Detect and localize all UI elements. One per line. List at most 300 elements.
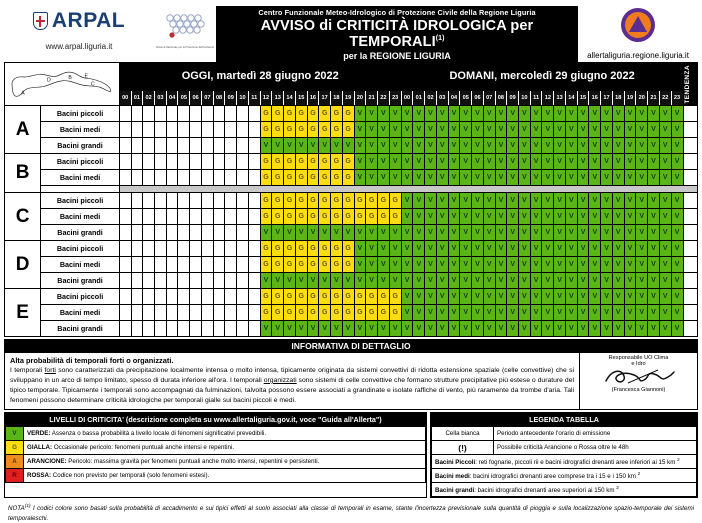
criticita-cell-C-today-13: G [272, 209, 284, 225]
criticita-cell-A-today-06 [190, 138, 202, 154]
criticita-cell-C-today-20: G [354, 209, 366, 225]
criticita-cell-A-tomorrow-00: V [401, 122, 413, 138]
criticita-cell-E-today-08 [213, 305, 225, 321]
hour-label-tomorrow-06: 06 [472, 90, 484, 105]
hour-label-today-07: 07 [201, 90, 213, 105]
criticita-cell-C-tomorrow-09: V [507, 225, 519, 241]
criticita-cell-E-today-15: G [295, 305, 307, 321]
criticita-cell-E-today-03 [155, 289, 167, 305]
criticita-cell-C-today-21: G [366, 209, 378, 225]
tendenza-cell-C-1 [683, 209, 697, 225]
criticita-cell-E-today-10 [237, 321, 249, 337]
criticita-cell-D-today-08 [213, 241, 225, 257]
legend-right-table [431, 426, 697, 497]
criticita-cell-A-tomorrow-23: V [671, 122, 683, 138]
legend-basin-sup: 2 [637, 471, 641, 477]
center-subtitle: Centro Funzionale Meteo-Idrologico di Protezione Civile della Regione Liguria [258, 8, 536, 17]
criticita-cell-A-tomorrow-00: V [401, 138, 413, 154]
criticita-cell-D-today-23: V [389, 241, 401, 257]
criticita-cell-D-today-12: V [260, 273, 272, 289]
criticita-cell-D-today-18: V [331, 273, 343, 289]
criticita-cell-E-today-07 [201, 289, 213, 305]
criticita-cell-E-tomorrow-19: V [624, 305, 636, 321]
criticita-cell-C-today-05 [178, 209, 190, 225]
criticita-cell-C-today-00 [119, 193, 131, 209]
allertaliguria-url[interactable]: allertaliguria.regione.liguria.it [587, 51, 689, 60]
criticita-cell-C-tomorrow-20: V [636, 225, 648, 241]
criticita-cell-D-today-20: V [354, 273, 366, 289]
criticita-cell-E-tomorrow-15: V [577, 289, 589, 305]
basin-label: Bacini piccoli [41, 154, 120, 170]
criticita-cell-B-tomorrow-02: V [425, 154, 437, 170]
basin-label: Bacini piccoli [41, 289, 120, 305]
criticita-cell-E-tomorrow-15: V [577, 321, 589, 337]
criticita-cell-E-today-09 [225, 289, 237, 305]
criticita-cell-A-tomorrow-23: V [671, 138, 683, 154]
tendenza-cell-A-2 [683, 138, 697, 154]
criticita-cell-D-tomorrow-20: V [636, 257, 648, 273]
legend-level-name: ROSSA: [27, 472, 52, 480]
criticita-cell-E-tomorrow-20: V [636, 321, 648, 337]
criticita-cell-D-tomorrow-03: V [436, 273, 448, 289]
criticita-cell-E-today-17: V [319, 321, 331, 337]
criticita-cell-C-tomorrow-03: V [436, 209, 448, 225]
criticita-cell-E-today-08 [213, 289, 225, 305]
nota-label: NOTA [8, 505, 25, 513]
criticita-cell-D-tomorrow-03: V [436, 241, 448, 257]
criticita-cell-C-tomorrow-01: V [413, 225, 425, 241]
criticita-cell-C-tomorrow-03: V [436, 225, 448, 241]
criticita-cell-D-tomorrow-15: V [577, 257, 589, 273]
criticita-cell-C-today-18: V [331, 225, 343, 241]
criticita-cell-D-tomorrow-02: V [425, 273, 437, 289]
criticita-cell-E-today-14: V [284, 321, 296, 337]
criticita-cell-E-tomorrow-20: V [636, 305, 648, 321]
criticita-cell-C-tomorrow-22: V [659, 209, 671, 225]
criticita-cell-A-tomorrow-08: V [495, 122, 507, 138]
criticita-cell-A-tomorrow-14: V [565, 106, 577, 122]
criticita-cell-C-today-03 [155, 225, 167, 241]
criticita-cell-C-tomorrow-08: V [495, 193, 507, 209]
tendenza-cell-E-2 [683, 321, 697, 337]
hour-label-today-01: 01 [131, 90, 143, 105]
criticita-cell-D-tomorrow-10: V [519, 273, 531, 289]
criticita-cell-E-tomorrow-07: V [483, 321, 495, 337]
criticita-cell-A-tomorrow-08: V [495, 138, 507, 154]
criticita-cell-C-tomorrow-06: V [472, 209, 484, 225]
criticita-cell-C-tomorrow-08: V [495, 209, 507, 225]
criticita-cell-C-today-22: G [377, 209, 389, 225]
criticita-cell-E-tomorrow-01: V [413, 289, 425, 305]
criticita-cell-D-today-19: G [342, 257, 354, 273]
hour-label-today-03: 03 [155, 90, 167, 105]
zone-map [5, 63, 120, 106]
criticita-cell-B-tomorrow-00: V [401, 170, 413, 186]
criticita-cell-E-tomorrow-08: V [495, 305, 507, 321]
criticita-cell-E-tomorrow-11: V [530, 321, 542, 337]
criticita-cell-E-tomorrow-03: V [436, 305, 448, 321]
legend-basin-name: Bacini grandi [435, 487, 475, 495]
criticita-cell-C-today-13: G [272, 193, 284, 209]
criticita-cell-C-today-04 [166, 209, 178, 225]
criticita-cell-D-tomorrow-20: V [636, 241, 648, 257]
criticita-cell-A-tomorrow-07: V [483, 138, 495, 154]
legend-basin-definition: Bacini grandi: bacini idrografici drenanti aree superiori ai 150 km $^2$ [432, 483, 697, 497]
criticita-cell-A-tomorrow-14: V [565, 122, 577, 138]
criticita-cell-A-tomorrow-01: V [413, 122, 425, 138]
criticita-cell-E-tomorrow-18: V [612, 305, 624, 321]
criticita-cell-B-tomorrow-03: V [436, 170, 448, 186]
criticita-cell-D-today-11 [248, 241, 260, 257]
criticita-cell-B-today-05 [178, 170, 190, 186]
criticita-cell-D-tomorrow-19: V [624, 241, 636, 257]
handwritten-signature-icon [602, 367, 676, 387]
criticita-cell-A-tomorrow-06: V [472, 122, 484, 138]
criticita-cell-D-today-14: V [284, 273, 296, 289]
criticita-cell-A-tomorrow-17: V [601, 138, 613, 154]
criticita-cell-B-today-23: V [389, 154, 401, 170]
liguria-shield-icon [33, 12, 48, 30]
criticita-cell-A-today-20: V [354, 138, 366, 154]
criticita-cell-D-today-19: V [342, 273, 354, 289]
criticita-cell-C-today-07 [201, 193, 213, 209]
criticita-cell-D-tomorrow-16: V [589, 273, 601, 289]
criticita-cell-E-tomorrow-10: V [519, 305, 531, 321]
criticita-cell-B-today-04 [166, 170, 178, 186]
criticita-cell-D-today-03 [155, 257, 167, 273]
criticita-cell-C-tomorrow-09: V [507, 209, 519, 225]
firma-role-line2: e Idro [631, 361, 646, 367]
tendenza-cell-B-0 [683, 154, 697, 170]
legend-table-key: (!) [432, 441, 494, 455]
criticita-cell-D-tomorrow-21: V [648, 241, 660, 257]
criticita-cell-E-today-14: G [284, 305, 296, 321]
criticita-cell-D-today-21: V [366, 273, 378, 289]
criticita-cell-B-today-20: V [354, 170, 366, 186]
criticita-cell-D-tomorrow-14: V [565, 273, 577, 289]
criticita-cell-C-tomorrow-17: V [601, 193, 613, 209]
criticita-cell-C-tomorrow-18: V [612, 209, 624, 225]
basin-label: Bacini grandi [41, 321, 120, 337]
criticita-cell-A-today-21: V [366, 106, 378, 122]
criticita-cell-A-today-00 [119, 106, 131, 122]
legend-description: GIALLA: Occasionale pericolo: fenomeni puntuali anche intensi e repentini. [24, 441, 426, 455]
criticita-cell-D-tomorrow-18: V [612, 257, 624, 273]
criticita-cell-B-today-15: G [295, 170, 307, 186]
criticita-cell-C-tomorrow-13: V [554, 225, 566, 241]
criticita-cell-B-tomorrow-08: V [495, 170, 507, 186]
criticita-cell-E-today-22: G [377, 289, 389, 305]
criticita-cell-E-tomorrow-19: V [624, 289, 636, 305]
criticita-cell-A-tomorrow-12: V [542, 106, 554, 122]
criticita-cell-A-today-18: V [331, 138, 343, 154]
criticita-cell-A-today-01 [131, 138, 143, 154]
criticita-cell-B-tomorrow-15: V [577, 170, 589, 186]
criticita-cell-A-today-00 [119, 122, 131, 138]
criticita-cell-B-today-17: G [319, 154, 331, 170]
criticita-cell-C-tomorrow-14: V [565, 225, 577, 241]
criticita-cell-A-tomorrow-22: V [659, 122, 671, 138]
criticita-cell-D-tomorrow-13: V [554, 257, 566, 273]
informativa-body [4, 353, 698, 410]
criticita-cell-E-today-02 [143, 305, 155, 321]
criticita-cell-D-today-23: V [389, 273, 401, 289]
table-row [5, 106, 698, 122]
criticita-cell-B-today-16: G [307, 154, 319, 170]
criticita-cell-B-tomorrow-23: V [671, 154, 683, 170]
criticita-cell-D-tomorrow-08: V [495, 241, 507, 257]
criticita-cell-C-today-05 [178, 225, 190, 241]
criticita-cell-B-today-06 [190, 154, 202, 170]
criticita-cell-B-today-10 [237, 170, 249, 186]
criticita-cell-C-tomorrow-21: V [648, 209, 660, 225]
criticita-cell-E-tomorrow-05: V [460, 305, 472, 321]
criticita-cell-E-today-02 [143, 289, 155, 305]
basin-label: Bacini piccoli [41, 106, 120, 122]
criticita-cell-C-today-15: G [295, 209, 307, 225]
title-banner [216, 6, 578, 64]
criticita-cell-C-tomorrow-07: V [483, 193, 495, 209]
criticita-cell-A-tomorrow-19: V [624, 122, 636, 138]
informativa-paragraph [10, 366, 574, 405]
criticita-cell-E-tomorrow-22: V [659, 289, 671, 305]
criticita-cell-B-tomorrow-09: V [507, 170, 519, 186]
snpa-dots-icon [163, 14, 207, 40]
criticita-cell-D-tomorrow-15: V [577, 273, 589, 289]
criticita-cell-D-tomorrow-03: V [436, 257, 448, 273]
criticita-cell-A-today-04 [166, 138, 178, 154]
criticita-cell-B-today-22: V [377, 154, 389, 170]
criticita-cell-D-today-10 [237, 257, 249, 273]
criticita-cell-D-today-14: G [284, 257, 296, 273]
criticita-cell-E-today-09 [225, 305, 237, 321]
criticita-cell-A-today-18: G [331, 106, 343, 122]
criticita-cell-B-today-03 [155, 154, 167, 170]
criticita-cell-A-today-06 [190, 122, 202, 138]
criticita-cell-E-today-12: V [260, 321, 272, 337]
criticita-cell-A-today-16: V [307, 138, 319, 154]
criticita-cell-E-tomorrow-17: V [601, 289, 613, 305]
criticita-cell-E-tomorrow-21: V [648, 305, 660, 321]
criticita-cell-D-today-17: G [319, 241, 331, 257]
informativa-title: Alta probabilità di temporali forti o organizzati. [10, 356, 174, 365]
criticita-cell-A-today-07 [201, 122, 213, 138]
criticita-cell-D-tomorrow-07: V [483, 273, 495, 289]
criticita-cell-A-tomorrow-12: V [542, 122, 554, 138]
criticita-cell-D-tomorrow-06: V [472, 273, 484, 289]
criticita-cell-B-tomorrow-14: V [565, 154, 577, 170]
criticita-cell-C-today-03 [155, 193, 167, 209]
criticita-cell-D-tomorrow-06: V [472, 241, 484, 257]
criticita-cell-E-tomorrow-22: V [659, 305, 671, 321]
criticita-cell-E-today-20: G [354, 305, 366, 321]
criticita-cell-C-tomorrow-22: V [659, 225, 671, 241]
criticita-cell-C-tomorrow-17: V [601, 209, 613, 225]
criticita-cell-C-tomorrow-14: V [565, 193, 577, 209]
criticita-cell-A-tomorrow-01: V [413, 138, 425, 154]
criticita-cell-E-today-04 [166, 321, 178, 337]
zone-label-B: B [5, 154, 41, 193]
legend-tabella [430, 412, 698, 498]
criticita-cell-A-tomorrow-04: V [448, 122, 460, 138]
criticita-cell-E-tomorrow-18: V [612, 321, 624, 337]
criticita-cell-C-today-16: V [307, 225, 319, 241]
criticita-cell-B-today-04 [166, 154, 178, 170]
criticita-cell-C-tomorrow-04: V [448, 209, 460, 225]
zone-label-A: A [5, 106, 41, 154]
basin-label: Bacini grandi [41, 138, 120, 154]
criticita-cell-A-tomorrow-14: V [565, 138, 577, 154]
basin-label: Bacini piccoli [41, 193, 120, 209]
criticita-cell-E-tomorrow-15: V [577, 305, 589, 321]
criticita-cell-E-tomorrow-02: V [425, 321, 437, 337]
criticita-cell-A-today-03 [155, 138, 167, 154]
criticita-cell-D-tomorrow-14: V [565, 257, 577, 273]
criticita-cell-A-today-12: G [260, 122, 272, 138]
criticita-cell-E-today-01 [131, 321, 143, 337]
criticita-cell-A-today-06 [190, 106, 202, 122]
criticita-cell-D-today-03 [155, 241, 167, 257]
hour-label-today-13: 13 [272, 90, 284, 105]
firma-block [579, 353, 697, 409]
header-left [4, 6, 154, 51]
criticita-cell-E-tomorrow-11: V [530, 305, 542, 321]
criticita-cell-B-today-03 [155, 170, 167, 186]
criticita-cell-A-tomorrow-18: V [612, 106, 624, 122]
criticita-cell-E-today-00 [119, 305, 131, 321]
criticita-cell-D-tomorrow-22: V [659, 241, 671, 257]
criticita-cell-E-today-15: G [295, 289, 307, 305]
hour-label-today-00: 00 [119, 90, 131, 105]
criticita-cell-B-today-20: V [354, 154, 366, 170]
criticita-cell-E-tomorrow-16: V [589, 321, 601, 337]
tendenza-header [683, 63, 697, 106]
basin-label: Bacini medi [41, 305, 120, 321]
criticita-cell-D-tomorrow-05: V [460, 241, 472, 257]
zone-label-C: C [5, 193, 41, 241]
table-row [5, 289, 698, 305]
basin-label: Bacini medi [41, 122, 120, 138]
criticita-cell-E-today-06 [190, 289, 202, 305]
arpal-website-url[interactable]: www.arpal.liguria.it [45, 42, 113, 51]
criticita-cell-A-today-15: V [295, 138, 307, 154]
criticita-cell-C-today-05 [178, 193, 190, 209]
criticita-cell-E-tomorrow-00: V [401, 321, 413, 337]
criticita-cell-C-today-19: G [342, 209, 354, 225]
criticita-cell-A-tomorrow-20: V [636, 106, 648, 122]
criticita-cell-C-tomorrow-01: V [413, 209, 425, 225]
criticita-cell-A-today-22: V [377, 122, 389, 138]
criticita-cell-E-tomorrow-16: V [589, 305, 601, 321]
criticita-cell-C-tomorrow-13: V [554, 209, 566, 225]
criticita-cell-D-today-19: G [342, 241, 354, 257]
tendenza-label: TENDENZA [683, 64, 691, 104]
criticita-cell-E-today-13: G [272, 289, 284, 305]
criticita-cell-D-tomorrow-00: V [401, 273, 413, 289]
criticita-cell-B-today-15: G [295, 154, 307, 170]
legend-basin-definition: Bacini medi: bacini idrografici drenanti aree comprese tra i 15 e i 150 km $^2$ [432, 469, 697, 483]
criticita-cell-E-tomorrow-03: V [436, 289, 448, 305]
legend-color-key-R: R [6, 469, 24, 483]
criticita-cell-A-today-04 [166, 106, 178, 122]
tendenza-cell-E-1 [683, 305, 697, 321]
tendenza-cell-E-0 [683, 289, 697, 305]
criticita-cell-D-today-18: G [331, 257, 343, 273]
criticita-cell-B-today-01 [131, 170, 143, 186]
legend-table-row [432, 427, 697, 441]
criticita-cell-B-tomorrow-18: V [612, 170, 624, 186]
criticita-cell-C-today-09 [225, 209, 237, 225]
criticita-cell-B-tomorrow-12: V [542, 170, 554, 186]
criticita-cell-C-today-22: G [377, 193, 389, 209]
criticita-cell-D-tomorrow-23: V [671, 273, 683, 289]
criticita-cell-D-today-07 [201, 273, 213, 289]
firma-name: (Francesca Giannoni) [611, 387, 666, 393]
criticita-cell-C-tomorrow-00: V [401, 193, 413, 209]
criticita-cell-A-today-16: G [307, 106, 319, 122]
criticita-cell-C-tomorrow-12: V [542, 225, 554, 241]
criticita-cell-E-today-05 [178, 321, 190, 337]
criticita-cell-C-today-20: V [354, 225, 366, 241]
criticita-cell-A-today-17: G [319, 106, 331, 122]
criticita-cell-C-tomorrow-06: V [472, 225, 484, 241]
criticita-cell-A-tomorrow-09: V [507, 122, 519, 138]
criticita-cell-E-today-22: V [377, 321, 389, 337]
informativa-text-block [5, 353, 579, 409]
criticita-cell-B-tomorrow-21: V [648, 170, 660, 186]
criticita-cell-B-today-21: V [366, 170, 378, 186]
criticita-cell-A-today-13: G [272, 122, 284, 138]
criticita-cell-E-today-17: G [319, 289, 331, 305]
legend-basin-name: Bacini medi [435, 473, 470, 481]
criticita-cell-C-today-11 [248, 193, 260, 209]
criticita-cell-E-today-21: G [366, 305, 378, 321]
criticita-cell-B-tomorrow-12: V [542, 154, 554, 170]
legend-level-name: ARANCIONE: [27, 458, 67, 466]
hour-label-tomorrow-16: 16 [589, 90, 601, 105]
criticita-cell-D-today-20: V [354, 241, 366, 257]
table-row [5, 273, 698, 289]
criticita-cell-D-tomorrow-09: V [507, 241, 519, 257]
criticita-cell-C-today-12: G [260, 209, 272, 225]
criticita-cell-C-tomorrow-12: V [542, 193, 554, 209]
hour-label-today-16: 16 [307, 90, 319, 105]
criticita-cell-D-today-04 [166, 257, 178, 273]
criticita-cell-C-tomorrow-11: V [530, 225, 542, 241]
criticita-cell-A-today-00 [119, 138, 131, 154]
criticita-cell-C-today-12: V [260, 225, 272, 241]
hour-label-today-06: 06 [190, 90, 202, 105]
criticita-cell-C-today-14: G [284, 193, 296, 209]
criticita-cell-A-today-17: V [319, 138, 331, 154]
criticita-cell-E-today-16: G [307, 305, 319, 321]
criticita-cell-C-today-08 [213, 193, 225, 209]
criticita-cell-B-today-17: G [319, 170, 331, 186]
criticita-cell-A-tomorrow-02: V [425, 106, 437, 122]
criticita-cell-A-tomorrow-11: V [530, 106, 542, 122]
criticita-cell-C-tomorrow-18: V [612, 225, 624, 241]
criticita-cell-E-tomorrow-12: V [542, 305, 554, 321]
criticita-cell-E-tomorrow-06: V [472, 289, 484, 305]
criticita-cell-C-today-17: G [319, 193, 331, 209]
criticita-cell-E-tomorrow-06: V [472, 321, 484, 337]
criticita-cell-B-today-10 [237, 154, 249, 170]
obscured-zone-cell [41, 186, 120, 193]
criticita-cell-A-tomorrow-15: V [577, 122, 589, 138]
criticita-cell-D-today-08 [213, 273, 225, 289]
svg-text:C: C [90, 81, 95, 88]
criticita-cell-C-tomorrow-05: V [460, 209, 472, 225]
